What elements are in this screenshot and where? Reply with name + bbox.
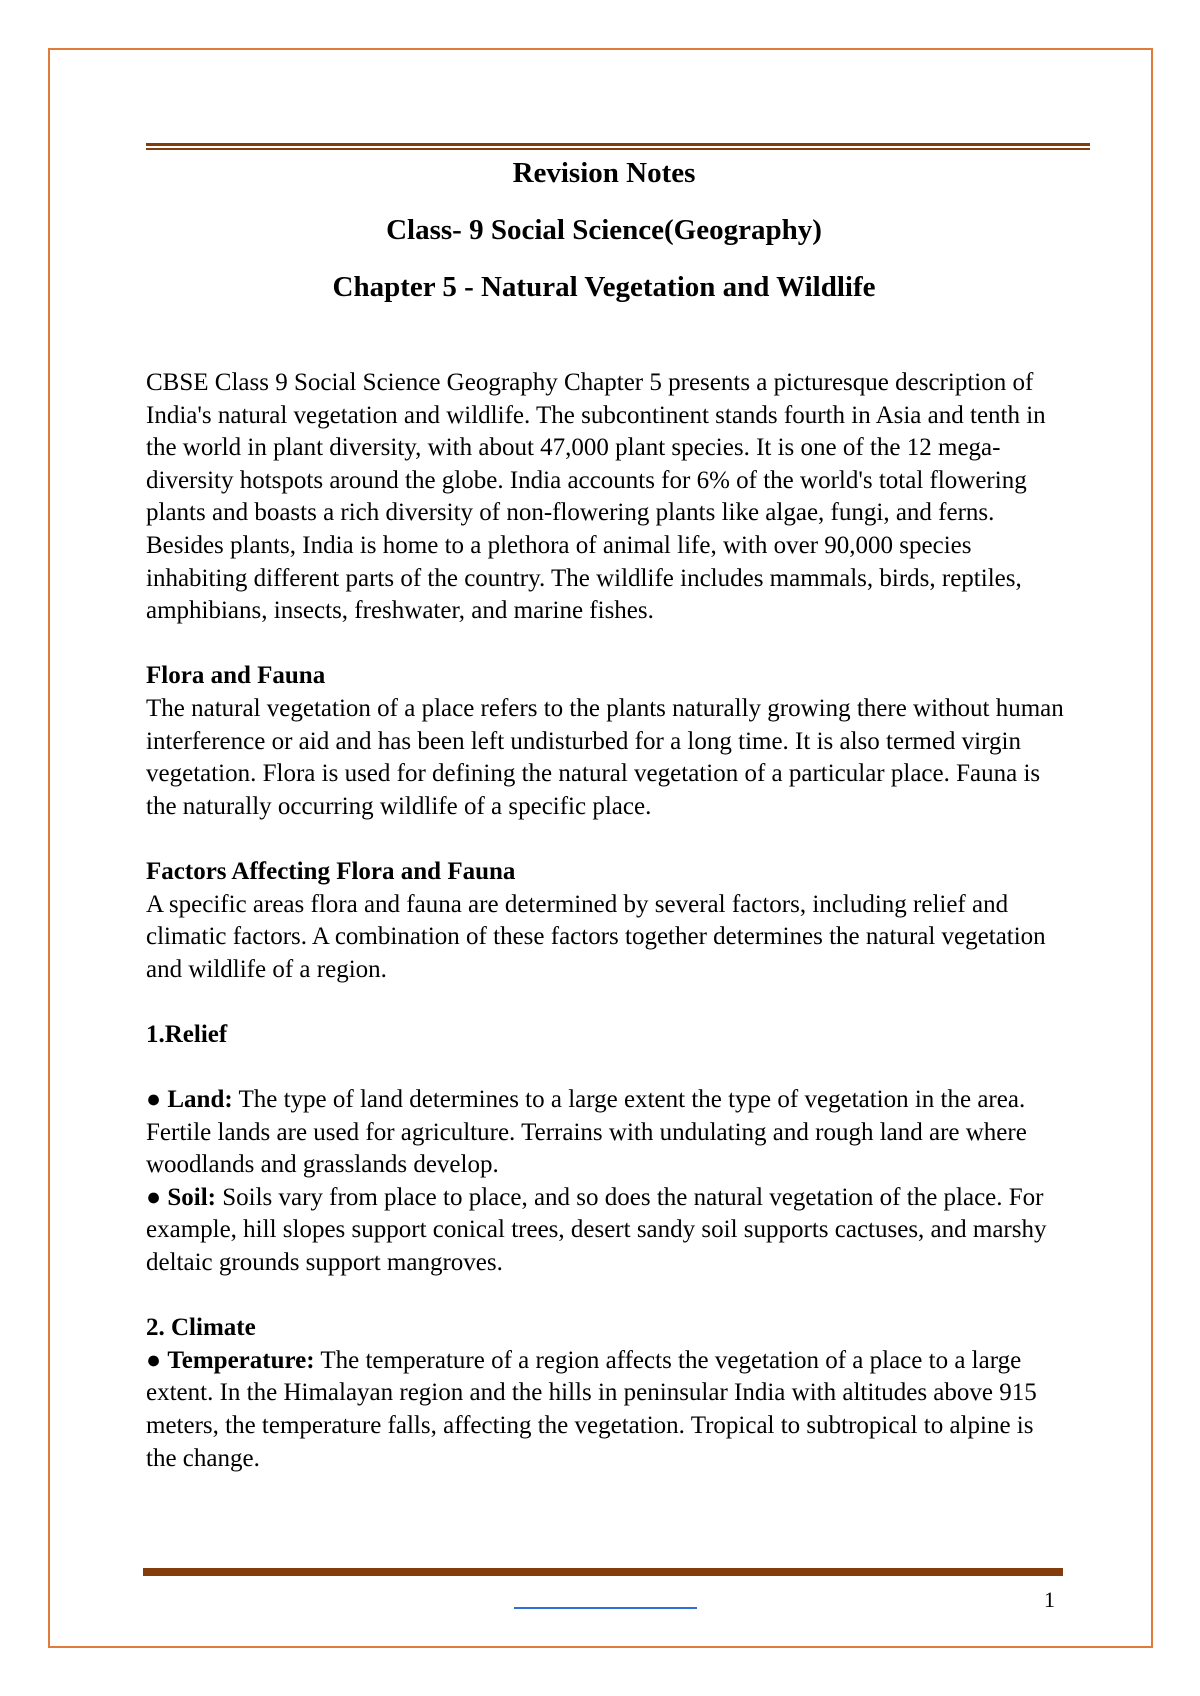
flora-fauna-heading: Flora and Fauna — [146, 662, 326, 690]
bullet-icon: ● — [146, 1346, 162, 1374]
document-title: Revision Notes — [512, 157, 696, 189]
chapter-title: Chapter 5 - Natural Vegetation and Wildlife — [332, 271, 876, 303]
factors-heading: Factors Affecting Flora and Fauna — [146, 857, 516, 885]
footer-rule — [143, 1568, 1063, 1576]
bullet-text-soil: Soils vary from place to place, and so does the natural vegetation of the place. For example, hill slopes support conical trees, desert sandy soil supports cactuses, and marshy deltaic grounds support mangroves. — [146, 1183, 1047, 1277]
document-subtitle: Class- 9 Social Science(Geography) — [386, 214, 822, 246]
bullet-text-land: The type of land determines to a large extent the type of vegetation in the area. Fertile lands are used for agriculture. Terrains with undulating and rough land are where woodlands and grasslands develop. — [146, 1086, 1027, 1179]
climate-heading: 2. Climate — [146, 1314, 256, 1342]
bullet-soil — [146, 1182, 1066, 1280]
relief-heading: 1.Relief — [146, 1020, 228, 1048]
bullet-icon: ● — [146, 1086, 162, 1114]
bullet-text-temperature: The temperature of a region affects the vegetation of a place to a large extent. In the Himalayan region and the hills in peninsular India with altitudes above 915 meters, the temperature falls, affecting the vegetation. Tropical to subtropical to alpine is the change. — [146, 1346, 1037, 1472]
bullet-label-temperature: Temperature: — [167, 1346, 315, 1374]
bullet-icon: ● — [146, 1183, 162, 1211]
bullet-land — [146, 1084, 1066, 1182]
title-block — [146, 145, 1062, 316]
factors-paragraph: A specific areas flora and fauna are determined by several factors, including relief and climatic factors. A combination of these factors together determines the natural vegetation and wildlife of a region. — [146, 890, 1046, 983]
bullet-temperature — [146, 1345, 1066, 1475]
bullet-label-soil: Soil: — [167, 1183, 216, 1211]
intro-paragraph: CBSE Class 9 Social Science Geography Chapter 5 presents a picturesque description of India's natural vegetation and wildlife. The subcontinent stands fourth in Asia and tenth in the world in plant diversity, with about 47,000 plant species. It is one of the 12 mega-diversity hotspots around the globe. India accounts for 6% of the world's total flowering plants and boasts a rich diversity of non-flowering plants like algae, fungi, and ferns. Besides plants, India is home to a plethora of animal life, with over 90,000 species inhabiting different parts of the country. The wildlife includes mammals, birds, reptiles, amphibians, insects, freshwater, and marine fishes. — [146, 369, 1046, 625]
flora-fauna-paragraph: The natural vegetation of a place refers to the plants naturally growing there without human interference or aid and has been left undisturbed for a long time. It is also termed virgin vegetation. Flora is used for defining the natural vegetation of a particular place. Fauna is the naturally occurring wildlife of a specific place. — [146, 694, 1064, 820]
page-number: 1 — [1044, 1587, 1055, 1612]
document-body — [146, 367, 1066, 1475]
footer-link[interactable] — [514, 1607, 697, 1609]
bullet-label-land: Land: — [167, 1086, 233, 1114]
